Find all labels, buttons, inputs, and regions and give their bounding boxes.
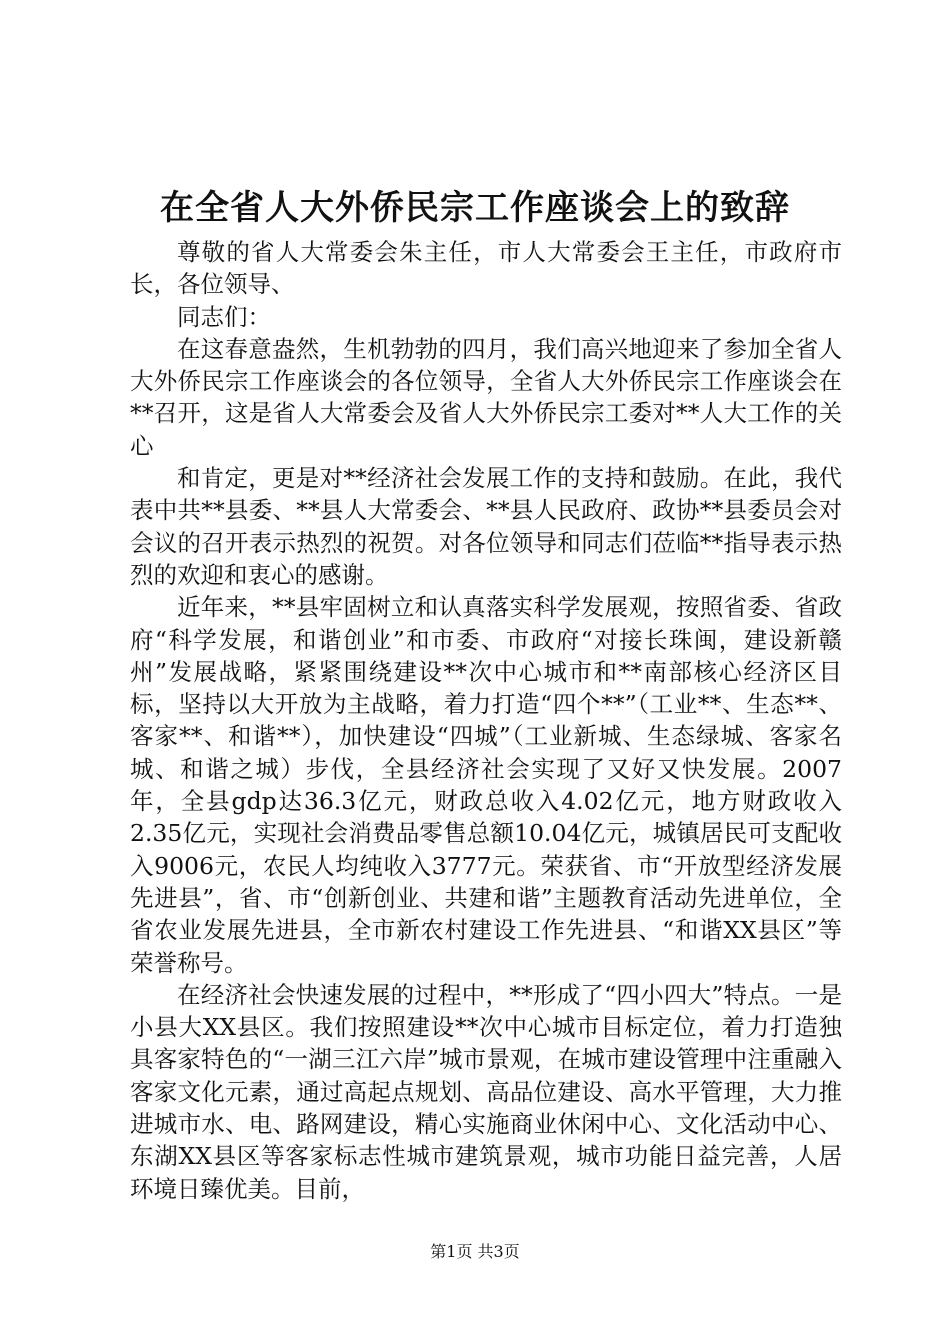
document-body xyxy=(130,236,842,1205)
page-number-footer: 第1页 共3页 xyxy=(430,1242,520,1261)
features-paragraph: 在经济社会快速发展的过程中，**形成了“四小四大”特点。一是小县大XX县区。我们按照建设**次中心城市目标定位，着力打造独具客家特色的“一湖三江六岸”城市景观，在城市建设管理中注重融入客家文化元素，通过高起点规划、高品位建设、高水平管理，大力推进城市水、电、路网建设，精心实施商业休闲中心、文化活动中心、东湖XX县区等客家标志性城市建筑景观，城市功能日益完善，人居环境日臻优美。目前， xyxy=(130,980,842,1203)
development-paragraph: 近年来，**县牢固树立和认真落实科学发展观，按照省委、省政府“科学发展，和谐创业”和市委、市政府“对接长珠闽，建设新赣州”发展战略，紧紧围绕建设**次中心城市和**南部核心经济区目标，坚持以大开放为主战略，着力打造“四个**”（工业**、生态**、客家**、和谐**），加快建设“四城”（工业新城、生态绿城、客家名城、和谐之城）步伐，全县经济社会实现了又好又快发展。2007年，全县gdp达36.3亿元，财政总收入4.02亿元，地方财政收入2.35亿元，实现社会消费品零售总额10.04亿元，城镇居民可支配收入9006元，农民人均纯收入3777元。荣获省、市“开放型经济发展先进县”，省、市“创新创业、共建和谐”主题教育活动先进单位，全省农业发展先进县，全市新农村建设工作先进县、“和谐XX县区”等荣誉称号。 xyxy=(130,593,842,977)
salutation-paragraph: 尊敬的省人大常委会朱主任，市人大常委会王主任，市政府市长，各位领导、 xyxy=(130,238,842,299)
thanks-paragraph: 和肯定，更是对**经济社会发展工作的支持和鼓励。在此，我代表中共**县委、**县人大常委会、**县人民政府、政协**县委员会对会议的召开表示热烈的祝贺。对各位领导和同志们莅临**指导表示热烈的欢迎和衷心的感谢。 xyxy=(130,464,842,589)
document-title: 在全省人大外侨民宗工作座谈会上的致辞 xyxy=(160,188,790,228)
greeting-paragraph: 同志们： xyxy=(177,302,271,331)
opening-paragraph: 在这春意盎然，生机勃勃的四月，我们高兴地迎来了参加全省人大外侨民宗工作座谈会的各位领导，全省人大外侨民宗工作座谈会在**召开，这是省人大常委会及省人大外侨民宗工委对**人大工作的关心 xyxy=(130,334,842,460)
